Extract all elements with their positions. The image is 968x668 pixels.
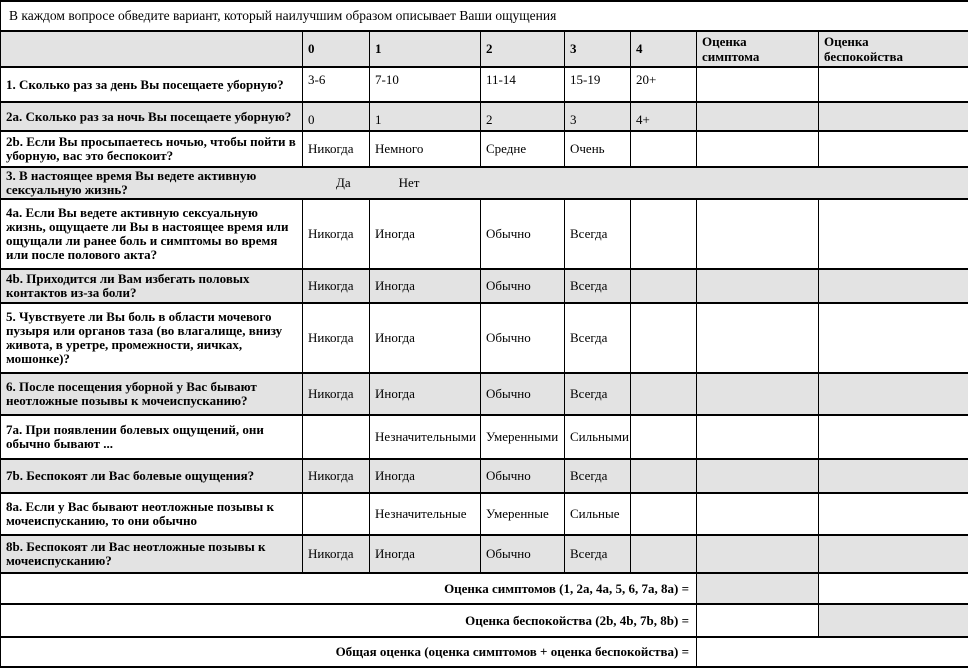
- option-cell[interactable]: Никогда: [303, 269, 370, 303]
- option-cell[interactable]: Всегда: [565, 535, 631, 573]
- question-text: 2a. Сколько раз за ночь Вы посещаете уборную?: [1, 102, 303, 131]
- grand-total-value-cell[interactable]: [697, 637, 968, 667]
- option-cell[interactable]: 1: [370, 102, 481, 131]
- header-blank-cell: [1, 31, 303, 67]
- header-symptom-score: Оценка симптома: [697, 31, 819, 67]
- grand-total-label: Общая оценка (оценка симптомов + оценка беспокойства) =: [1, 637, 697, 667]
- option-cell[interactable]: Всегда: [565, 459, 631, 493]
- option-cell: [631, 199, 697, 269]
- bother-score-cell[interactable]: [819, 67, 968, 102]
- option-yes[interactable]: Да: [336, 175, 351, 191]
- bother-total-symptom-blank-cell: [697, 604, 819, 637]
- row-q8a: [1, 493, 968, 535]
- question-text: 3. В настоящее время Вы ведете активную сексуальную жизнь?: [6, 169, 300, 197]
- option-cell[interactable]: Обычно: [481, 269, 565, 303]
- bother-score-cell[interactable]: [819, 493, 968, 535]
- symptom-score-cell[interactable]: [697, 303, 819, 373]
- option-cell: [631, 493, 697, 535]
- option-cell[interactable]: Никогда: [303, 459, 370, 493]
- footer-bother-total-row: [1, 604, 968, 637]
- option-no[interactable]: Нет: [399, 175, 420, 191]
- question-text: 7a. При появлении болевых ощущений, они обычно бывают ...: [1, 415, 303, 459]
- bother-score-cell[interactable]: [819, 415, 968, 459]
- option-cell: [631, 131, 697, 167]
- bother-score-cell[interactable]: [819, 199, 968, 269]
- option-cell[interactable]: 20+: [631, 67, 697, 102]
- row-q1: [1, 67, 968, 102]
- symptom-score-cell[interactable]: [697, 535, 819, 573]
- bother-score-cell[interactable]: [819, 303, 968, 373]
- option-cell[interactable]: Обычно: [481, 535, 565, 573]
- row-q8b: [1, 535, 968, 573]
- option-cell[interactable]: Всегда: [565, 303, 631, 373]
- option-cell[interactable]: 15-19: [565, 67, 631, 102]
- option-cell: [303, 415, 370, 459]
- row-q4a: [1, 199, 968, 269]
- bother-score-cell[interactable]: [819, 535, 968, 573]
- header-score-1: 1: [370, 31, 481, 67]
- symptom-total-value-cell[interactable]: [697, 573, 819, 604]
- option-cell[interactable]: 7-10: [370, 67, 481, 102]
- option-cell: [303, 493, 370, 535]
- option-cell[interactable]: Средне: [481, 131, 565, 167]
- bother-score-cell[interactable]: [819, 131, 968, 167]
- option-cell[interactable]: Сильные: [565, 493, 631, 535]
- option-cell[interactable]: Иногда: [370, 269, 481, 303]
- option-cell[interactable]: Умеренными: [481, 415, 565, 459]
- option-cell[interactable]: 0: [303, 102, 370, 131]
- option-cell: [631, 535, 697, 573]
- symptom-score-cell[interactable]: [697, 67, 819, 102]
- option-cell: [631, 415, 697, 459]
- question-text: 1. Сколько раз за день Вы посещаете уборную?: [1, 67, 303, 102]
- question-text: 7b. Беспокоят ли Вас болевые ощущения?: [1, 459, 303, 493]
- footer-grand-total-row: [1, 637, 968, 667]
- option-cell[interactable]: 11-14: [481, 67, 565, 102]
- option-cell[interactable]: Иногда: [370, 199, 481, 269]
- header-score-3: 3: [565, 31, 631, 67]
- option-cell[interactable]: 2: [481, 102, 565, 131]
- option-cell[interactable]: Иногда: [370, 459, 481, 493]
- symptom-score-cell[interactable]: [697, 102, 819, 131]
- bother-score-cell[interactable]: [819, 459, 968, 493]
- option-cell[interactable]: Умеренные: [481, 493, 565, 535]
- option-cell[interactable]: Обычно: [481, 199, 565, 269]
- instruction-row: [1, 1, 968, 31]
- option-cell[interactable]: Немного: [370, 131, 481, 167]
- header-row: [1, 31, 968, 67]
- option-cell: [631, 373, 697, 415]
- option-cell[interactable]: Очень: [565, 131, 631, 167]
- row-q6: [1, 373, 968, 415]
- header-bother-score: Оценка беспокойства: [819, 31, 968, 67]
- header-score-2: 2: [481, 31, 565, 67]
- row-q2b: [1, 131, 968, 167]
- option-cell: [631, 269, 697, 303]
- question-text: 6. После посещения уборной у Вас бывают неотложные позывы к мочеиспусканию?: [1, 373, 303, 415]
- question-text: 5. Чувствуете ли Вы боль в области мочевого пузыря или органов таза (во влагалище, внизу живота, в уретре, промежности, яичках, мошонке)?: [1, 303, 303, 373]
- row-q2a: [1, 102, 968, 131]
- option-cell[interactable]: Обычно: [481, 459, 565, 493]
- row-q7b: [1, 459, 968, 493]
- option-cell[interactable]: Иногда: [370, 303, 481, 373]
- option-cell[interactable]: Обычно: [481, 373, 565, 415]
- option-cell[interactable]: Никогда: [303, 373, 370, 415]
- question-text: 4a. Если Вы ведете активную сексуальную жизнь, ощущаете ли Вы в настоящее время или ощущали ли ранее боль и симптомы во время или после полового акта?: [1, 199, 303, 269]
- bother-score-cell[interactable]: [819, 269, 968, 303]
- question-text: 8b. Беспокоят ли Вас неотложные позывы к мочеиспусканию?: [1, 535, 303, 573]
- symptom-score-cell[interactable]: [697, 493, 819, 535]
- option-cell[interactable]: 4+: [631, 102, 697, 131]
- option-cell[interactable]: Иногда: [370, 535, 481, 573]
- footer-symptom-total-row: [1, 573, 968, 604]
- symptom-score-cell[interactable]: [697, 131, 819, 167]
- option-cell[interactable]: Всегда: [565, 199, 631, 269]
- option-cell[interactable]: Никогда: [303, 303, 370, 373]
- symptom-score-cell[interactable]: [697, 415, 819, 459]
- symptom-score-cell[interactable]: [697, 269, 819, 303]
- option-cell: [631, 459, 697, 493]
- bother-score-cell[interactable]: [819, 102, 968, 131]
- row-q3: [1, 167, 968, 199]
- question-text: 2b. Если Вы просыпаетесь ночью, чтобы пойти в уборную, вас это беспокоит?: [1, 131, 303, 167]
- option-cell[interactable]: Никогда: [303, 199, 370, 269]
- symptom-total-bother-blank-cell: [819, 573, 968, 604]
- header-score-4: 4: [631, 31, 697, 67]
- instruction-text: В каждом вопросе обведите вариант, который наилучшим образом описывает Ваши ощущения: [1, 1, 968, 31]
- bother-total-label: Оценка беспокойства (2b, 4b, 7b, 8b) =: [1, 604, 697, 637]
- header-score-0: 0: [303, 31, 370, 67]
- symptom-total-label: Оценка симптомов (1, 2a, 4a, 5, 6, 7a, 8a) =: [1, 573, 697, 604]
- row-q4b: [1, 269, 968, 303]
- option-cell[interactable]: Незначительные: [370, 493, 481, 535]
- option-cell: [631, 303, 697, 373]
- symptom-score-cell[interactable]: [697, 199, 819, 269]
- option-cell[interactable]: Никогда: [303, 131, 370, 167]
- row-q5: [1, 303, 968, 373]
- bother-score-cell[interactable]: [819, 373, 968, 415]
- symptom-score-cell[interactable]: [697, 373, 819, 415]
- option-cell[interactable]: Всегда: [565, 269, 631, 303]
- option-cell[interactable]: Никогда: [303, 535, 370, 573]
- option-cell[interactable]: 3: [565, 102, 631, 131]
- option-cell[interactable]: Обычно: [481, 303, 565, 373]
- symptom-score-cell[interactable]: [697, 459, 819, 493]
- q3-merged-cell: [1, 167, 968, 199]
- option-cell[interactable]: Незначительными: [370, 415, 481, 459]
- option-cell[interactable]: Иногда: [370, 373, 481, 415]
- option-cell[interactable]: Сильными: [565, 415, 631, 459]
- row-q7a: [1, 415, 968, 459]
- question-text: 8a. Если у Вас бывают неотложные позывы к мочеиспусканию, то они обычно: [1, 493, 303, 535]
- bother-total-value-cell[interactable]: [819, 604, 968, 637]
- option-cell[interactable]: 3-6: [303, 67, 370, 102]
- question-text: 4b. Приходится ли Вам избегать половых контактов из-за боли?: [1, 269, 303, 303]
- option-cell[interactable]: Всегда: [565, 373, 631, 415]
